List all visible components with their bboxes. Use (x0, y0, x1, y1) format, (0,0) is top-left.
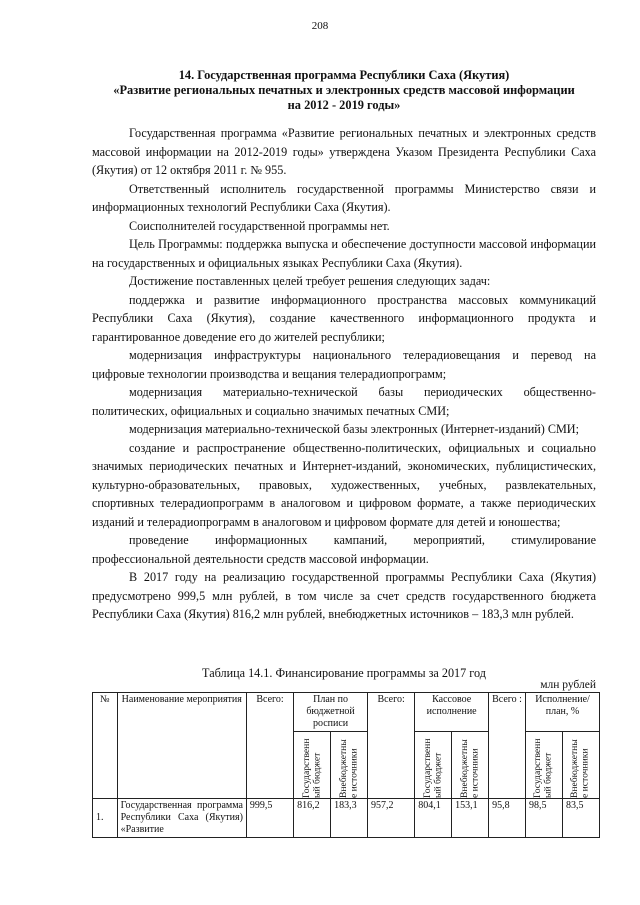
header-num: № (93, 693, 118, 799)
paragraph-goal: Цель Программы: поддержка выпуска и обеспечение доступности массовой информации на государственных и официальных языках Республики Саха (Якутия). (92, 237, 596, 270)
cell-total-cash: 957,2 (368, 799, 415, 838)
header-cash-group: Кассовое исполнение (415, 693, 489, 732)
cell-cash-extra: 153,1 (452, 799, 489, 838)
table-row (93, 799, 600, 838)
cell-total-plan: 999,5 (246, 799, 293, 838)
cell-exec-extra: 83,5 (562, 799, 599, 838)
title-line-3: на 2012 - 2019 годы» (287, 98, 401, 112)
subheader-exec-budget: Государственн ый бюджет (526, 732, 563, 799)
header-name: Наименование мероприятия (117, 693, 246, 799)
table-unit: млн рублей (540, 679, 596, 691)
cell-cash-budget: 804,1 (415, 799, 452, 838)
task-item: поддержка и развитие информационного пространства массовых коммуникаций Республики Саха (Якутия), создание качественного информационного продукта и гарантированное доведение его до жителей республики; (92, 292, 596, 344)
financing-table (92, 692, 600, 838)
subheader-plan-extra: Внебюджетны е источники (331, 732, 368, 799)
document-body (92, 124, 596, 624)
subheader-plan-budget: Государственн ый бюджет (294, 732, 331, 799)
subheader-cash-budget: Государственн ый бюджет (415, 732, 452, 799)
cell-name: Государственная программа Республики Саха (Якутия) «Развитие (117, 799, 246, 838)
table-caption: Таблица 14.1. Финансирование программы за 2017 год (202, 666, 486, 680)
cell-num: 1. (93, 799, 118, 838)
cell-exec-budget: 98,5 (526, 799, 563, 838)
header-total-plan: Всего: (246, 693, 293, 799)
page-number: 208 (311, 20, 329, 32)
title-line-2: «Развитие региональных печатных и электронных средств массовой информации (113, 83, 575, 97)
paragraph-executor: Ответственный исполнитель государственной программы Министерство связи и информационных технологий Республики Саха (Якутия). (92, 181, 596, 214)
document-title (92, 68, 596, 113)
task-item: модернизация материально-технической базы периодических общественно-политических, официальных и социально значимых печатных СМИ; (92, 385, 596, 418)
table-header-row (93, 693, 600, 732)
task-item: модернизация инфраструктуры национального телерадиовещания и перевод на цифровые технологии производства и вещания телерадиопрограмм; (92, 348, 596, 381)
paragraph-coexecutors: Соисполнителей государственной программы нет. (129, 218, 390, 233)
paragraph-funding: В 2017 году на реализацию государственной программы Республики Саха (Якутия) предусмотрено 999,5 млн рублей, в том числе за счет средств государственного бюджета Республики Саха (Якутия) 816,2 млн рублей, внебюджетных источников – 183,3 млн рублей. (92, 570, 596, 621)
cell-total-exec: 95,8 (489, 799, 526, 838)
cell-plan-extra: 183,3 (331, 799, 368, 838)
header-total-cash: Всего: (368, 693, 415, 799)
title-line-1: 14. Государственная программа Республики Саха (Якутия) (178, 68, 510, 82)
task-item: модернизация материально-технической базы электронных (Интернет-изданий) СМИ; (129, 422, 579, 436)
task-item: проведение информационных кампаний, мероприятий, стимулирование профессиональной деятельности средств массовой информации. (92, 533, 596, 566)
header-exec-group: Исполнение/ план, % (526, 693, 600, 732)
subheader-cash-extra: Внебюджетны е источники (452, 732, 489, 799)
cell-plan-budget: 816,2 (294, 799, 331, 838)
paragraph-approval: Государственная программа «Развитие региональных печатных и электронных средств массовой информации на 2012-2019 годы» утверждена Указом Президента Республики Саха (Якутия) от 12 октября 2011 г. № 955. (92, 126, 596, 177)
paragraph-tasks-intro: Достижение поставленных целей требует решения следующих задач: (129, 274, 491, 288)
header-plan-group: План по бюджетной росписи (294, 693, 368, 732)
subheader-exec-extra: Внебюджетны е источники (562, 732, 599, 799)
task-item: создание и распространение общественно-политических, официальных и социально значимых периодических печатных и Интернет-изданий, экономических, публицистических, культурно-образовательных, правовых, художественных, учебных, развлекательных, спортивных телерадиопрограмм в аналоговом и цифровом формате, а также периодических изданий и телерадиопрограмм в аналоговом и цифровом формате для детей и юношества; (92, 440, 596, 529)
header-total-exec: Всего : (489, 693, 526, 799)
